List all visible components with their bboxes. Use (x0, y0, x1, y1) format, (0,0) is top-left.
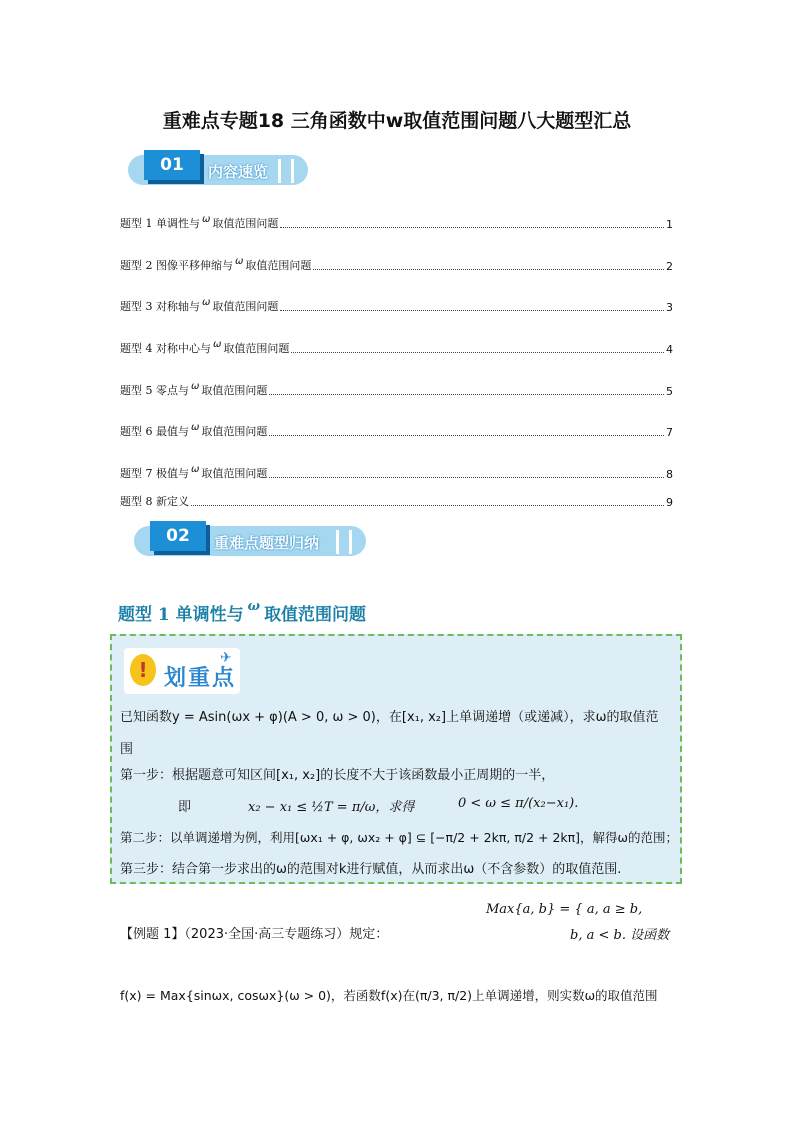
tip-line: 第三步：结合第一步求出的ω的范围对k进行赋值，从而求出ω（不含参数）的取值范围. (120, 862, 622, 877)
section-number: 02 (150, 521, 206, 551)
toc-page-number: 2 (666, 260, 673, 273)
omega-symbol: ω (235, 256, 244, 267)
omega-symbol: ω (247, 599, 261, 614)
omega-symbol: ω (191, 381, 200, 392)
example-lead: 【例题 1】（2023·全国·高三专题练习）规定： (120, 927, 389, 942)
toc-page-number: 3 (666, 301, 673, 314)
section-number: 01 (144, 150, 200, 180)
toc-item[interactable]: 题型 4 对称中心与 ω 取值范围问题 4 (120, 339, 673, 356)
toc-item[interactable]: 题型 3 对称轴与 ω 取值范围问题 3 (120, 297, 673, 314)
max-definition: Max{a, b} = { a, a ≥ b, (486, 902, 643, 917)
tip-line: 围 (120, 742, 134, 757)
section-banner-types (134, 521, 366, 557)
toc-page-number: 1 (666, 218, 673, 231)
toc-item[interactable]: 题型 2 图像平移伸缩与 ω 取值范围问题 2 (120, 256, 673, 273)
omega-symbol: ω (213, 339, 222, 350)
key-points-box (110, 634, 682, 884)
paper-plane-icon: ✈ (220, 650, 232, 666)
toc-page-number: 8 (666, 468, 673, 481)
toc-item[interactable]: 题型 8 新定义 9 (120, 495, 673, 509)
toc-leader (280, 310, 664, 311)
toc-leader (269, 394, 664, 395)
page-title: 重难点专题18 三角函数中w取值范围问题八大题型汇总 (162, 110, 632, 132)
toc-leader (191, 505, 664, 506)
tip-line: 已知函数y = Asin(ωx + φ)(A > 0, ω > 0)，在[x₁, x₂]上单调递增（或递减），求ω的取值范 (120, 710, 659, 725)
omega-symbol: ω (202, 214, 211, 225)
toc-page-number: 5 (666, 385, 673, 398)
toc-leader (280, 227, 664, 228)
decor-bars-icon (336, 530, 352, 554)
badge-label: 划重点 (164, 666, 237, 691)
tip-line: 第二步：以单调递增为例，利用[ωx₁ + φ, ωx₂ + φ] ⊆ [−π/2 + 2kπ, π/2 + 2kπ]，解得ω的范围； (120, 830, 679, 845)
toc-item[interactable]: 题型 7 极值与 ω 取值范围问题 8 (120, 464, 673, 481)
toc-leader (269, 477, 664, 478)
toc-page-number: 7 (666, 426, 673, 439)
tip-formula: x₂ − x₁ ≤ ½T = π/ω，求得 (248, 800, 415, 815)
section-label: 重难点题型归纳 (214, 534, 320, 552)
tip-formula: 0 < ω ≤ π/(x₂−x₁). (458, 796, 579, 811)
omega-symbol: ω (191, 464, 200, 475)
omega-symbol: ω (191, 422, 200, 433)
example-text: f(x) = Max{sinωx, cosωx}(ω > 0)，若函数f(x)在(π/3, π/2)上单调递增，则实数ω的取值范围 (120, 988, 658, 1003)
section-label: 内容速览 (208, 163, 269, 181)
toc-item[interactable]: 题型 1 单调性与 ω 取值范围问题 1 (120, 214, 673, 231)
key-points-badge (124, 648, 240, 694)
toc-page-number: 9 (666, 496, 673, 509)
toc-leader (269, 435, 664, 436)
toc-leader (313, 269, 664, 270)
tip-line: 第一步：根据题意可知区间[x₁, x₂]的长度不大于该函数最小正周期的一半， (120, 768, 555, 783)
toc-item[interactable]: 题型 6 最值与 ω 取值范围问题 7 (120, 422, 673, 439)
decor-bars-icon (278, 159, 294, 183)
max-definition: b, a < b. 设函数 (570, 928, 670, 943)
toc-page-number: 4 (666, 343, 673, 356)
section-banner-overview (128, 150, 308, 186)
type-heading: 题型 1 单调性与 $^\omega$ 取值范围问题 (118, 599, 367, 625)
omega-symbol: ω (202, 297, 211, 308)
toc-item[interactable]: 题型 5 零点与 ω 取值范围问题 5 (120, 381, 673, 398)
lightbulb-icon: ! (130, 654, 156, 686)
toc-leader (291, 352, 664, 353)
tip-line: 即 (178, 800, 192, 815)
